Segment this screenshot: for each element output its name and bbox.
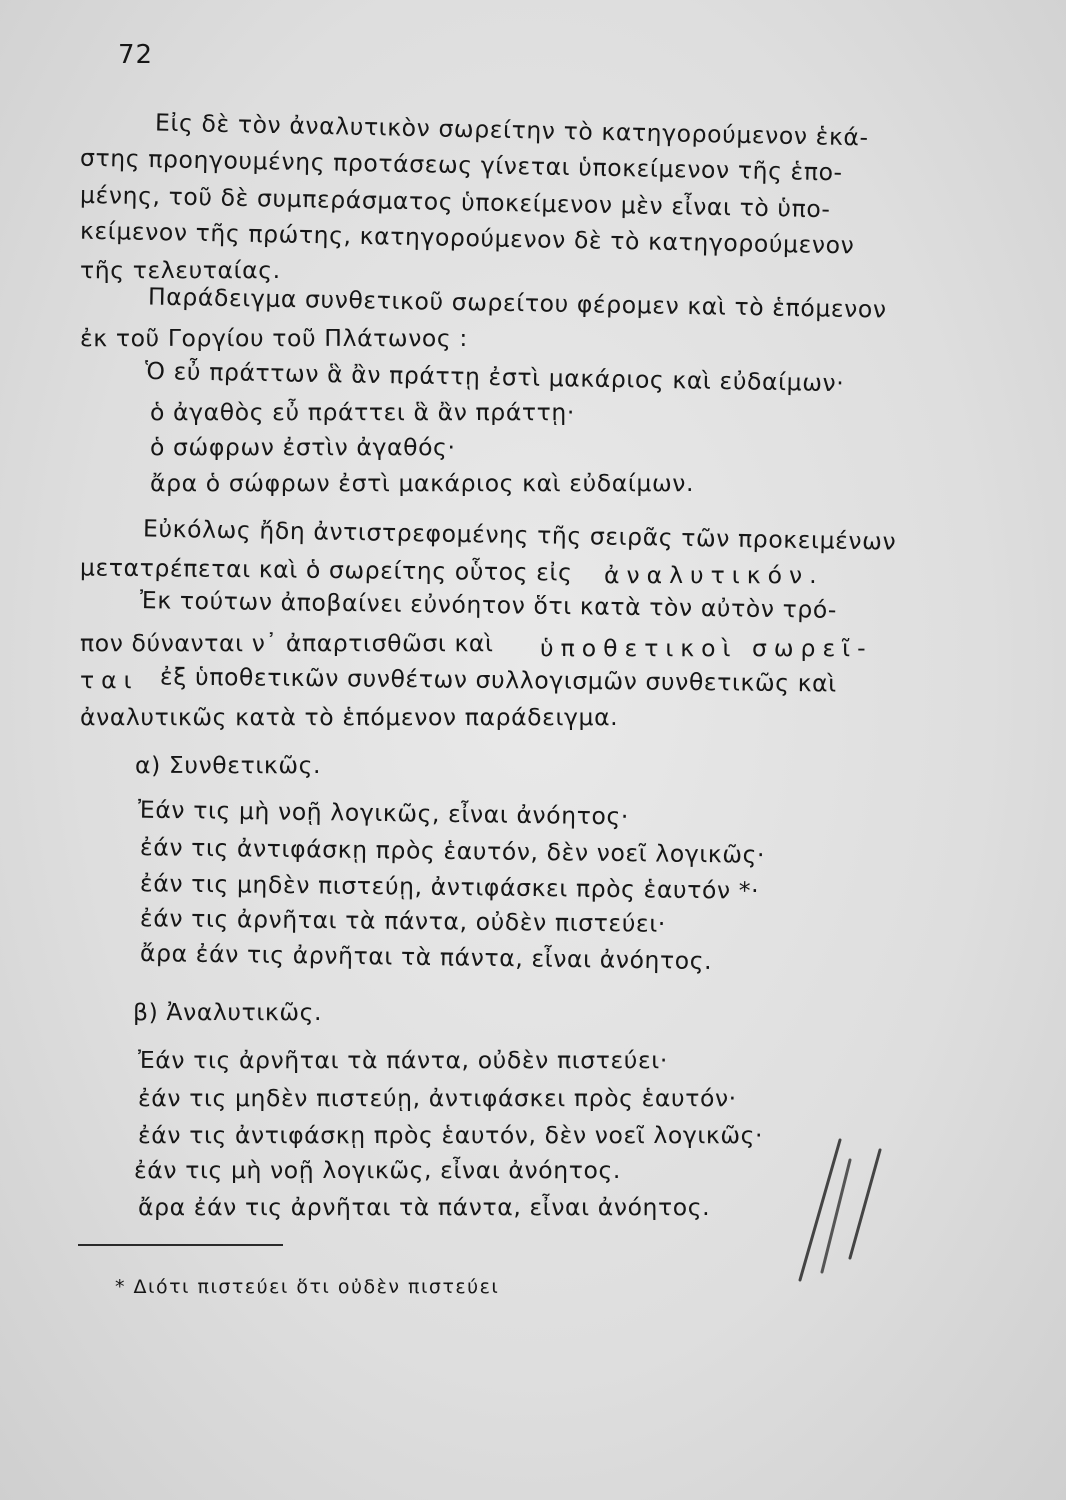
gorgias-example-line-1: Ὁ εὖ πράττων ἃ ἂν πράττῃ ἐστὶ μακάριος καὶ εὐδαίμων· [144, 356, 845, 398]
paragraph-4-line-2a: πον δύνανται ν᾽ ἀπαρτισθῶσι καὶ [80, 629, 494, 657]
pencil-mark-icon [780, 1130, 890, 1290]
section-b-heading: β) Ἀναλυτικῶς. [133, 998, 323, 1026]
paragraph-1-line-2: στης προηγουμένης προτάσεως γίνεται ὑποκείμενον τῆς ἑπο- [79, 143, 843, 187]
section-b-line-4: ἐάν τις μὴ νοῇ λογικῶς, εἶναι ἀνόητος. [134, 1156, 621, 1184]
section-b-line-1: Ἐάν τις ἀρνῆται τὰ πάντα, οὐδὲν πιστεύει· [138, 1046, 668, 1074]
paragraph-4-line-4: ἀναλυτικῶς κατὰ τὸ ἑπόμενον παράδειγμα. [80, 703, 619, 731]
gorgias-example-line-2: ὁ ἀγαθὸς εὖ πράττει ἃ ἂν πράττῃ· [150, 398, 575, 426]
section-a-line-5: ἄρα ἐάν τις ἀρνῆται τὰ πάντα, εἶναι ἀνόητος. [139, 939, 713, 975]
gorgias-example-line-4: ἄρα ὁ σώφρων ἐστὶ μακάριος καὶ εὐδαίμων. [150, 469, 695, 497]
paragraph-1-line-4: κείμενον τῆς πρώτης, κατηγορούμενον δὲ τὸ κατηγορούμενον [79, 216, 855, 260]
paragraph-2-line-1: Παράδειγμα συνθετικοῦ σωρείτου φέρομεν καὶ τὸ ἑπόμενον [147, 282, 887, 324]
section-a-heading: α) Συνθετικῶς. [135, 751, 322, 779]
paragraph-4-line-3a-spaced: ται [80, 666, 139, 694]
footnote: * Διότι πιστεύει ὅτι οὐδὲν πιστεύει [115, 1276, 500, 1298]
paragraph-1-line-3: μένης, τοῦ δὲ συμπεράσματος ὑποκείμενον μὲν εἶναι τὸ ὑπο- [79, 180, 831, 224]
section-a-line-4: ἐάν τις ἀρνῆται τὰ πάντα, οὐδὲν πιστεύει· [139, 904, 667, 938]
section-b-line-5: ἄρα ἐάν τις ἀρνῆται τὰ πάντα, εἶναι ἀνόητος. [138, 1193, 711, 1221]
paragraph-4-line-1: Ἐκ τούτων ἀποβαίνει εὐνόητον ὅτι κατὰ τὸν αὐτὸν τρό- [139, 586, 838, 624]
section-b-line-2: ἐάν τις μηδὲν πιστεύῃ, ἀντιφάσκει πρὸς ἑαυτόν· [138, 1084, 737, 1112]
section-a-line-1: Ἐάν τις μὴ νοῇ λογικῶς, εἶναι ἀνόητος· [137, 795, 630, 831]
paragraph-1-line-1: Εἰς δὲ τὸν ἀναλυτικὸν σωρείτην τὸ κατηγορούμενον ἑκά- [154, 108, 869, 152]
paragraph-3-spaced-word: ἀναλυτικόν. [604, 561, 824, 589]
page-number: 72 [118, 40, 154, 70]
footnote-rule [78, 1244, 283, 1246]
section-b-line-3: ἐάν τις ἀντιφάσκῃ πρὸς ἑαυτόν, δὲν νοεῖ λογικῶς· [138, 1121, 764, 1149]
paragraph-3-line-2: μετατρέπεται καὶ ὁ σωρείτης οὗτος εἰς [79, 553, 573, 587]
paragraph-4-line-3b: ἐξ ὑποθετικῶν συνθέτων συλλογισμῶν συνθετικῶς καὶ [159, 662, 837, 698]
paragraph-4-line-2b-spaced: ὑποθετικοὶ σωρεῖ- [540, 634, 873, 662]
paragraph-1-line-5: τῆς τελευταίας. [80, 256, 281, 284]
section-a-line-2: ἐάν τις ἀντιφάσκῃ πρὸς ἑαυτόν, δὲν νοεῖ λογικῶς· [139, 833, 766, 869]
gorgias-example-line-3: ὁ σώφρων ἐστὶν ἀγαθός· [150, 433, 456, 461]
paragraph-2-line-2: ἐκ τοῦ Γοργίου τοῦ Πλάτωνος : [80, 324, 468, 352]
paragraph-3-line-1: Εὐκόλως ἤδη ἀντιστρεφομένης τῆς σειρᾶς τῶν προκειμένων [142, 514, 897, 556]
section-a-line-3: ἐάν τις μηδὲν πιστεύῃ, ἀντιφάσκει πρὸς ἑαυτόν *· [139, 869, 760, 905]
